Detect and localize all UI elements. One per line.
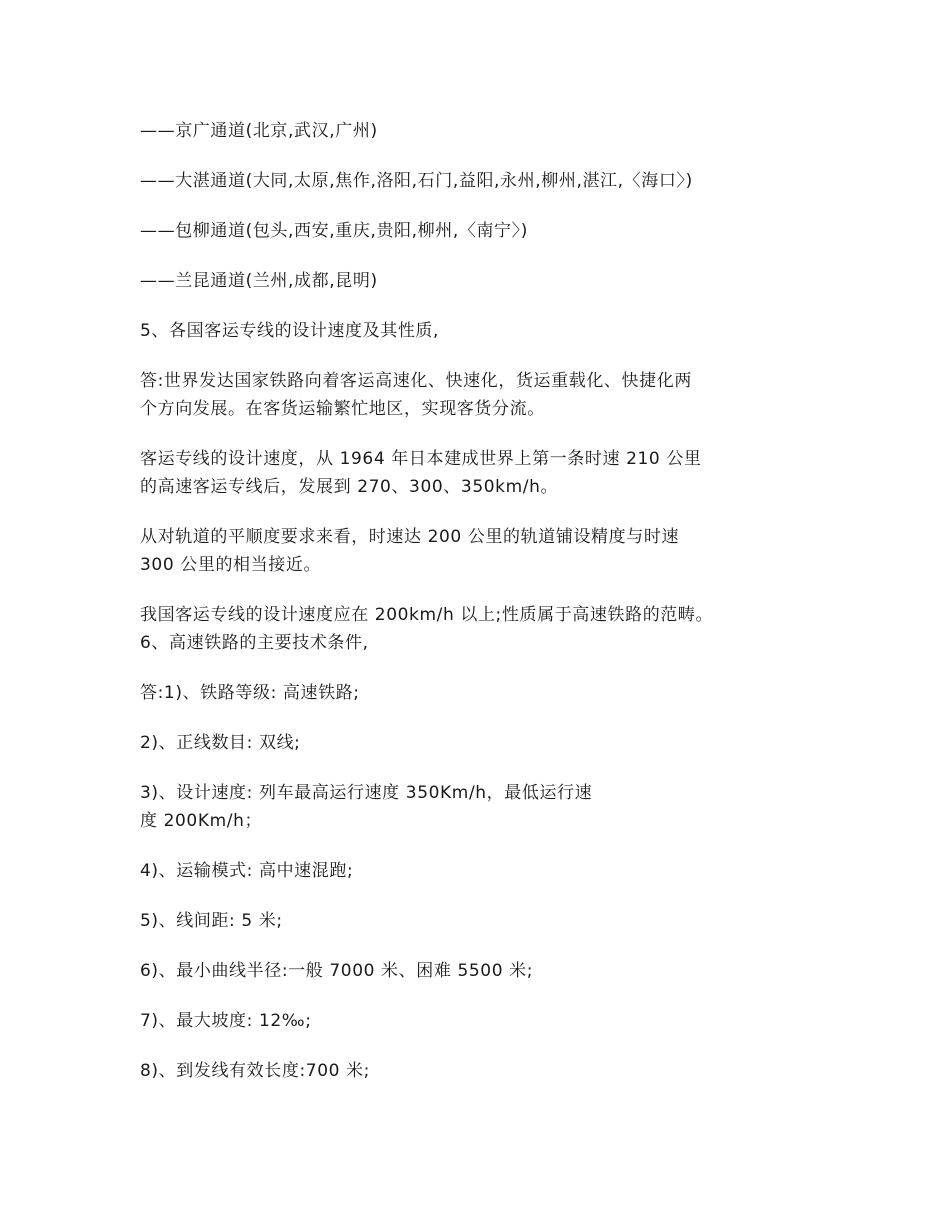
answer-5-paragraph-3-line-2: 300 公里的相当接近。 — [140, 555, 322, 575]
answer-5-paragraph-4: 我国客运专线的设计速度应在 200km/h 以上;性质属于高速铁路的范畴。 — [140, 605, 714, 625]
answer-5-paragraph-2-line-1: 客运专线的设计速度，从 1964 年日本建成世界上第一条时速 210 公里 — [140, 449, 702, 469]
answer-5-paragraph-1-line-1: 答:世界发达国家铁路向着客运高速化、快速化，货运重载化、快捷化两 — [140, 371, 692, 391]
condition-6: 6)、最小曲线半径:一般 7000 米、困难 5500 米; — [140, 961, 534, 981]
condition-4: 4)、运输模式: 高中速混跑; — [140, 861, 354, 881]
condition-8: 8)、到发线有效长度:700 米; — [140, 1061, 370, 1081]
condition-5: 5)、线间距: 5 米; — [140, 911, 283, 931]
document-body — [140, 117, 820, 1085]
answer-5-paragraph-2-line-2: 的高速客运专线后，发展到 270、300、350km/h。 — [140, 477, 559, 497]
condition-3-line-1: 3)、设计速度: 列车最高运行速度 350Km/h，最低运行速 — [140, 783, 593, 803]
answer-5-paragraph-1-line-2: 个方向发展。在客货运输繁忙地区，实现客货分流。 — [140, 399, 545, 419]
route-baoliu: ——包柳通道(包头,西安,重庆,贵阳,柳州,〈南宁〉) — [140, 221, 528, 241]
condition-2: 2)、正线数目: 双线; — [140, 733, 301, 753]
condition-7: 7)、最大坡度: 12‰; — [140, 1011, 312, 1031]
route-dazhan: ——大湛通道(大同,太原,焦作,洛阳,石门,益阳,永州,柳州,湛江,〈海口〉) — [140, 171, 693, 191]
route-lankun: ——兰昆通道(兰州,成都,昆明) — [140, 271, 378, 291]
question-6-heading: 6、高速铁路的主要技术条件, — [140, 633, 369, 653]
condition-3-line-2: 度 200Km/h； — [140, 811, 263, 831]
route-jingguang: ——京广通道(北京,武汉,广州) — [140, 121, 378, 141]
answer-5-paragraph-3-line-1: 从对轨道的平顺度要求来看，时速达 200 公里的轨道铺设精度与时速 — [140, 527, 680, 547]
question-5-heading: 5、各国客运专线的设计速度及其性质, — [140, 321, 440, 341]
condition-1: 答:1)、铁路等级: 高速铁路; — [140, 683, 360, 703]
